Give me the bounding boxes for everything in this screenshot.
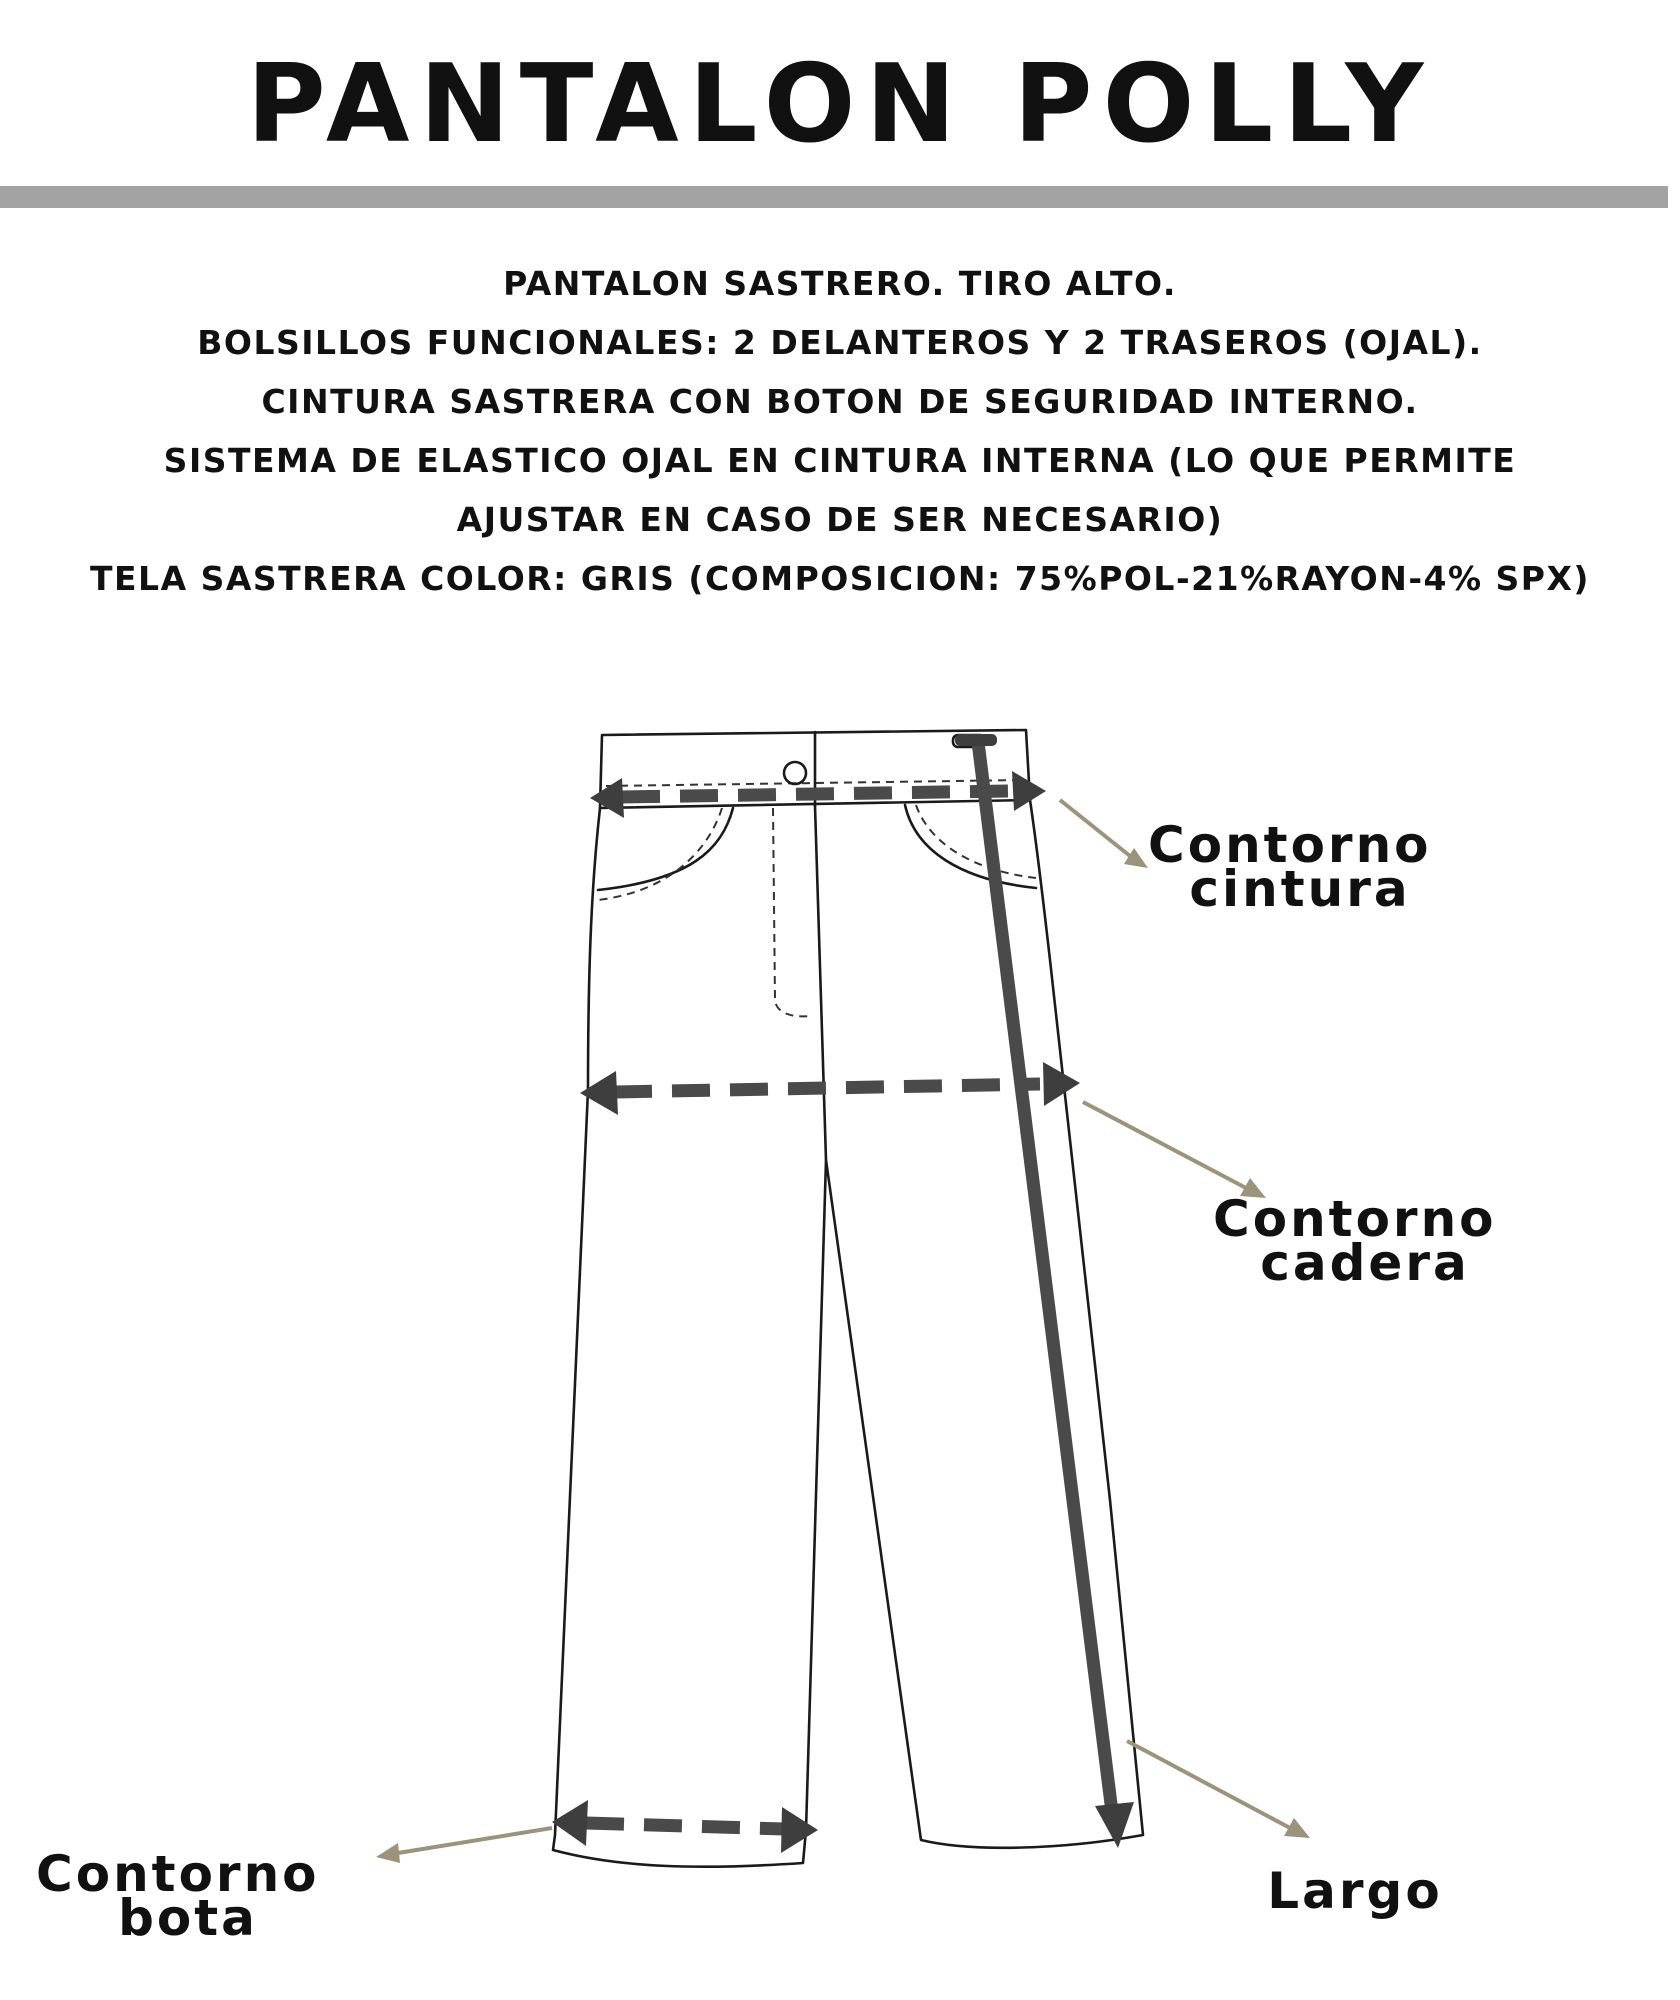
waist-pointer-head — [1124, 848, 1148, 868]
page-title: PANTALON POLLY — [246, 42, 1434, 167]
hem-measure-arrow — [552, 1800, 818, 1853]
waistband-button — [784, 762, 806, 784]
description-line: TELA SASTRERA COLOR: GRIS (COMPOSICION: 75%POL-21%RAYON-4% SPX) — [89, 559, 1591, 598]
description-line: BOLSILLOS FUNCIONALES: 2 DELANTEROS Y 2 TRASEROS (OJAL). — [197, 323, 1483, 362]
fly-seam — [815, 806, 826, 1160]
hem-label: Contorno bota — [36, 1845, 320, 1947]
hem-pointer — [398, 1828, 552, 1853]
length-label: Largo — [1267, 1862, 1443, 1920]
hip-measure-arrow — [580, 1062, 1080, 1115]
waist-label: Contorno cintura — [1148, 816, 1432, 918]
hip-label: Contorno cadera — [1213, 1190, 1497, 1292]
fly-stitching — [773, 808, 810, 1016]
right-pocket-stitching — [916, 805, 1036, 878]
length-measure-arrow — [955, 734, 1134, 1848]
label-pointers — [376, 800, 1310, 1863]
waist-pointer — [1060, 800, 1130, 856]
description-line: AJUSTAR EN CASO DE SER NECESARIO) — [456, 500, 1224, 539]
length-pointer — [1127, 1741, 1290, 1828]
hip-pointer — [1083, 1102, 1246, 1188]
description-line: PANTALON SASTRERO. TIRO ALTO. — [503, 264, 1177, 303]
pants-illustration — [553, 730, 1143, 1867]
hem-pointer-head — [376, 1843, 400, 1863]
description-line: SISTEMA DE ELASTICO OJAL EN CINTURA INTERNA (LO QUE PERMITE — [163, 441, 1517, 480]
description-line: CINTURA SASTRERA CON BOTON DE SEGURIDAD INTERNO. — [261, 382, 1419, 421]
